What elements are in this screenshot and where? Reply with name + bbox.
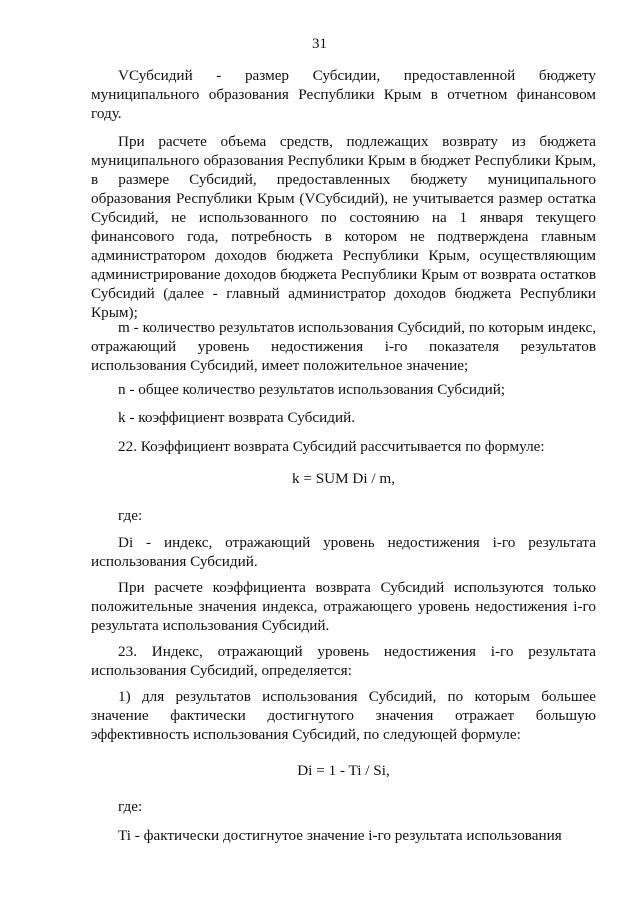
page-number: 31	[312, 36, 327, 52]
paragraph-k-definition: k - коэффициент возврата Субсидий.	[118, 409, 355, 426]
paragraph-return-calculation: При расчете объема средств, подлежащих возврату из бюджета муниципального образования Республики Крым в бюджет Республики Крым, в размере Субсидий, предоставленных бюджету муниципального образования Республики Крым (VСубсидий), не учитывается размер остатка Субсидий, не использованного по состоянию на 1 января текущего финансового года, потребность в котором не подтверждена главным администратором доходов бюджета Республики Крым, осуществляющим администрирование доходов бюджета Республики Крым от возврата остатков Субсидий (далее - главный администратор доходов бюджета Республики Крым);	[91, 133, 596, 321]
paragraph-di-definition: Di - индекс, отражающий уровень недостижения i-го результата использования Субсидий.	[91, 534, 596, 570]
paragraph-item-1: 1) для результатов использования Субсидий, по которым большее значение фактически достигнутого значения отражает большую эффективность использования Субсидий, по следующей формуле:	[91, 688, 596, 743]
paragraph-m-definition: m - количество результатов использования Субсидий, по которым индекс, отражающий уровень недостижения i-го показателя результатов использования Субсидий, имеет положительное значение;	[91, 319, 596, 374]
paragraph-section-23: 23. Индекс, отражающий уровень недостижения i-го результата использования Субсидий, определяется:	[91, 643, 596, 679]
paragraph-section-22: 22. Коэффициент возврата Субсидий рассчитывается по формуле:	[118, 438, 545, 455]
paragraph-where-2: где:	[118, 798, 143, 815]
formula-k: k = SUM Di / m,	[291, 470, 396, 487]
paragraph-positive-values: При расчете коэффициента возврата Субсидий используются только положительные значения индекса, отражающего уровень недостижения i-го результата использования Субсидий.	[91, 579, 596, 634]
formula-di: Di = 1 - Ti / Si,	[297, 762, 390, 779]
paragraph-n-definition: n - общее количество результатов использования Субсидий;	[118, 381, 506, 398]
paragraph-where-1: где:	[118, 507, 143, 524]
paragraph-ti-definition: Ti - фактически достигнутое значение i-го результата использования	[118, 827, 562, 844]
paragraph-vsubsidy-definition: VСубсидий - размер Субсидии, предоставленной бюджету муниципального образования Республики Крым в отчетном финансовом году.	[91, 67, 596, 122]
